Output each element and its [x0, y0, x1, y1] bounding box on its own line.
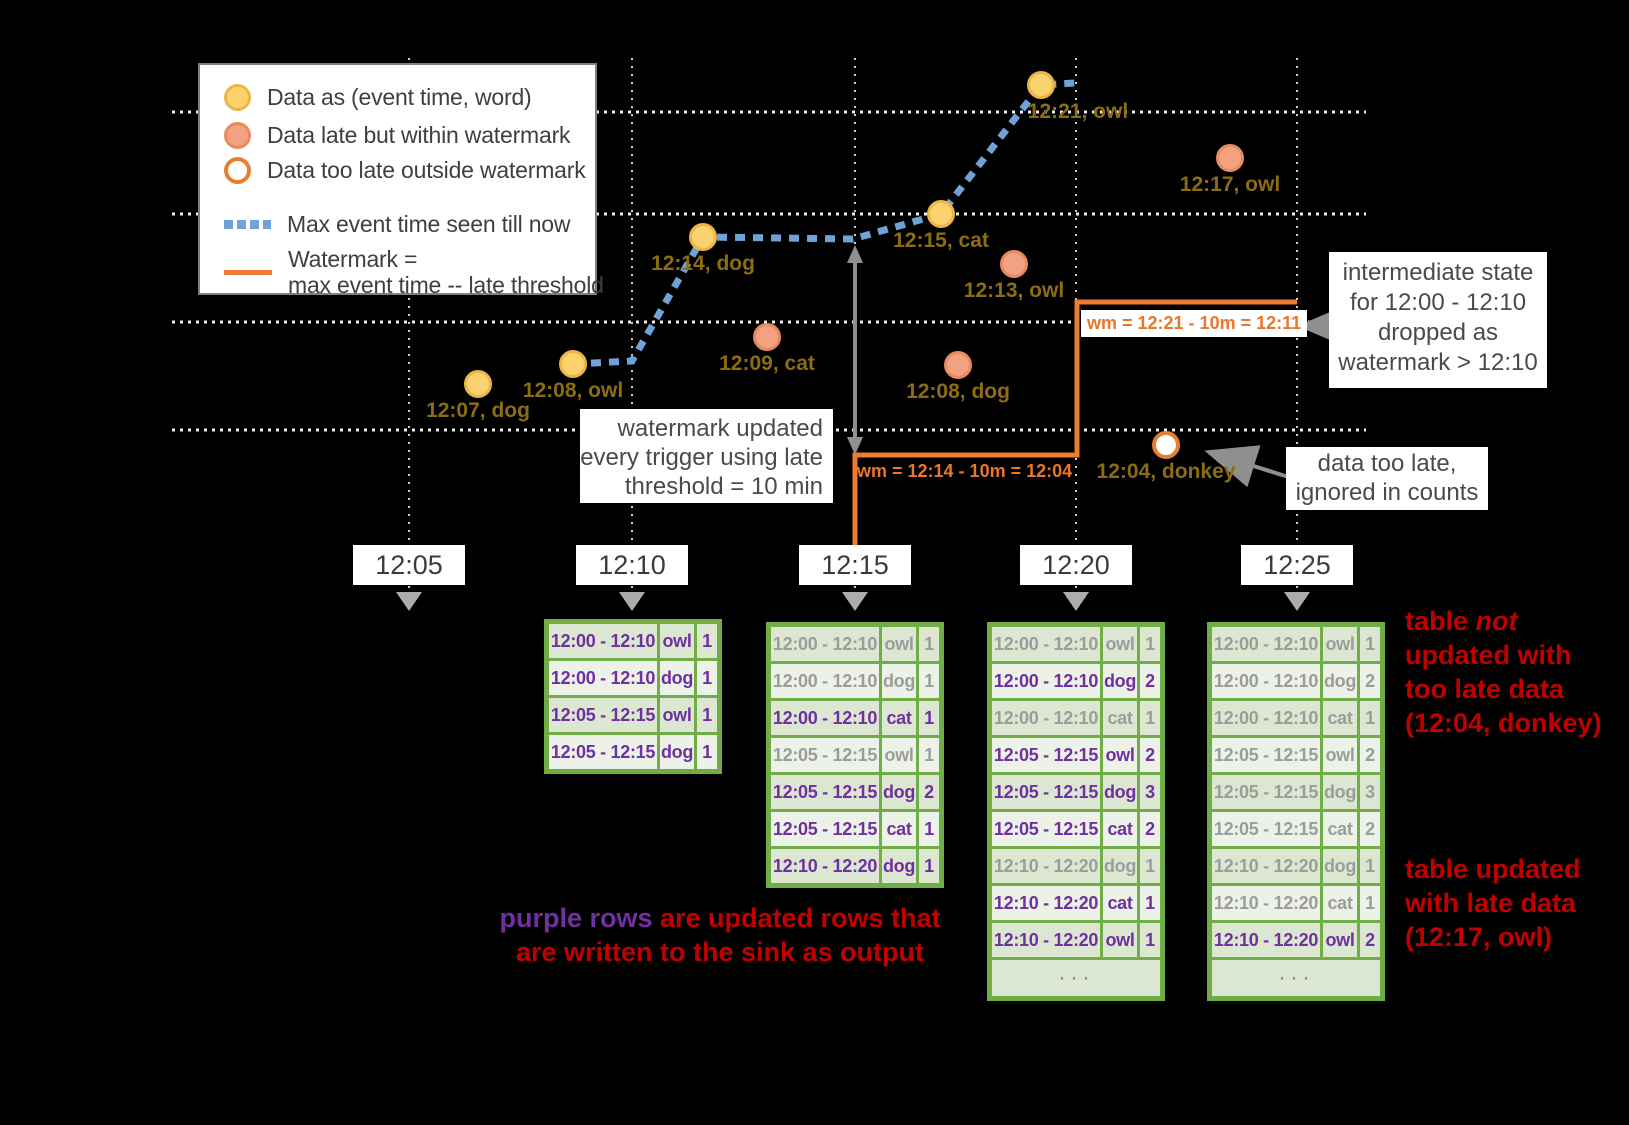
time-tick-12:25: 12:25: [1241, 545, 1353, 585]
legend-label: Data as (event time, word): [267, 84, 532, 110]
cell-count: 1: [697, 624, 717, 658]
cell-window: 12:00 - 12:10: [1212, 701, 1320, 735]
cell-word: cat: [1103, 701, 1137, 735]
callout-line: data too late,: [1317, 450, 1457, 477]
callout-line: ignored in counts: [1295, 479, 1479, 506]
purple-rows-note: [465, 901, 975, 969]
orange-line-icon: [224, 270, 272, 275]
cell-count: 1: [919, 701, 939, 735]
table-row: [992, 886, 1160, 920]
data-point-ontime: [927, 200, 955, 228]
cell-count: 2: [1360, 738, 1380, 772]
data-point-toolate: [1152, 431, 1180, 459]
cell-word: cat: [1323, 886, 1357, 920]
cell-window: 12:05 - 12:15: [1212, 738, 1320, 772]
cell-word: owl: [1103, 923, 1137, 957]
cell-window: 12:05 - 12:15: [992, 738, 1100, 772]
annotation-updated: [1405, 852, 1581, 954]
data-point-label: 12:14, dog: [651, 252, 755, 275]
cell-word: owl: [882, 627, 916, 661]
cell-count: 1: [919, 627, 939, 661]
cell-window: 12:00 - 12:10: [549, 624, 657, 658]
callout-line: watermark > 12:10: [1338, 349, 1538, 376]
table-row: [771, 738, 939, 772]
cell-window: 12:00 - 12:10: [771, 701, 879, 735]
table-row: [771, 627, 939, 661]
legend-item-ontime: [224, 84, 532, 111]
data-point-label: 12:21, owl: [1027, 100, 1129, 123]
max-event-time-line: [573, 83, 1075, 364]
legend-label: Max event time seen till now: [287, 211, 571, 237]
cell-word: cat: [1103, 886, 1137, 920]
tick-arrow-icon: [1063, 592, 1089, 611]
annotation-line: (12:04, donkey): [1405, 708, 1602, 738]
legend-item-max-event: [224, 211, 570, 238]
cell-word: dog: [1103, 664, 1137, 698]
legend-label: Data late but within watermark: [267, 122, 571, 148]
table-row: [992, 812, 1160, 846]
cell-word: owl: [660, 624, 694, 658]
cell-count: 2: [1140, 812, 1160, 846]
cell-count: 2: [1360, 812, 1380, 846]
data-point-label: 12:13, owl: [963, 279, 1065, 302]
cell-count: 2: [1360, 664, 1380, 698]
cell-window: 12:05 - 12:15: [992, 812, 1100, 846]
data-point-label: 12:08, dog: [906, 380, 1010, 403]
legend-label: Data too late outside watermark: [267, 157, 586, 183]
time-tick-12:15: 12:15: [799, 545, 911, 585]
cell-window: 12:05 - 12:15: [992, 775, 1100, 809]
cell-word: dog: [1323, 849, 1357, 883]
callout-intermediate-state: [1329, 252, 1547, 388]
too-late-ring-icon: [224, 157, 251, 184]
cell-word: owl: [1323, 627, 1357, 661]
callout-watermark-updated: [580, 409, 833, 503]
ontime-dot-icon: [224, 84, 251, 111]
table-row: [992, 849, 1160, 883]
cell-window: 12:00 - 12:10: [1212, 627, 1320, 661]
table-row: [1212, 886, 1380, 920]
table-row: [992, 775, 1160, 809]
data-point-ontime: [559, 350, 587, 378]
late-dot-icon: [224, 122, 251, 149]
table-row: [549, 735, 717, 769]
watermark-gap-arrow: [847, 245, 863, 455]
tick-arrow-icon: [1284, 592, 1310, 611]
cell-window: 12:00 - 12:10: [549, 661, 657, 695]
wm-label-upper: wm = 12:21 - 10m = 12:11: [1081, 310, 1307, 337]
cell-window: 12:10 - 12:20: [992, 923, 1100, 957]
cell-window: 12:10 - 12:20: [992, 849, 1100, 883]
cell-window: 12:10 - 12:20: [1212, 849, 1320, 883]
cell-window: 12:05 - 12:15: [771, 738, 879, 772]
cell-window: 12:00 - 12:10: [771, 664, 879, 698]
tick-arrow-icon: [619, 592, 645, 611]
callout-data-too-late: [1286, 447, 1488, 510]
cell-word: owl: [1103, 738, 1137, 772]
cell-window: 12:05 - 12:15: [771, 775, 879, 809]
data-point-ontime: [1027, 71, 1055, 99]
table-row: [992, 923, 1160, 957]
cell-word: dog: [882, 775, 916, 809]
cell-window: 12:05 - 12:15: [771, 812, 879, 846]
table-row: [992, 627, 1160, 661]
cell-count: 2: [919, 775, 939, 809]
table-row: [992, 738, 1160, 772]
callout-line: every trigger using late: [580, 444, 823, 471]
cell-window: 12:00 - 12:10: [992, 627, 1100, 661]
cell-word: dog: [660, 735, 694, 769]
annotation-line: table not: [1405, 606, 1518, 636]
annotation-line: purple rows are updated rows that: [499, 903, 941, 933]
wm-label-lower: wm = 12:14 - 10m = 12:04: [857, 461, 1073, 481]
cell-window: 12:05 - 12:15: [1212, 812, 1320, 846]
cell-word: cat: [882, 812, 916, 846]
tick-arrow-icon: [842, 592, 868, 611]
cell-count: 1: [919, 664, 939, 698]
ellipsis-row: ···: [1212, 960, 1380, 996]
annotation-line: (12:17, owl): [1405, 922, 1553, 952]
cell-count: 1: [1140, 701, 1160, 735]
cell-word: owl: [1323, 923, 1357, 957]
legend-label: Watermark =: [288, 246, 418, 272]
annotation-line: table updated: [1405, 854, 1581, 884]
cell-window: 12:00 - 12:10: [1212, 664, 1320, 698]
data-point-label: 12:17, owl: [1179, 173, 1281, 196]
data-point-late: [753, 323, 781, 351]
annotation-not-updated: [1405, 604, 1602, 740]
cell-count: 1: [919, 812, 939, 846]
result-table-12:10: [544, 619, 722, 774]
callout-line: for 12:00 - 12:10: [1349, 289, 1527, 316]
tick-arrow-icon: [396, 592, 422, 611]
table-row: [992, 701, 1160, 735]
cell-window: 12:05 - 12:15: [549, 698, 657, 732]
callout-line: intermediate state: [1342, 259, 1534, 286]
legend-item-watermark: [288, 246, 417, 273]
table-row: [1212, 627, 1380, 661]
legend-label-line2: max event time -- late threshold: [288, 272, 604, 298]
table-row: [1212, 849, 1380, 883]
cell-count: 1: [697, 698, 717, 732]
legend-item-late: [224, 122, 570, 149]
cell-word: cat: [882, 701, 916, 735]
cell-window: 12:00 - 12:10: [771, 627, 879, 661]
cell-word: dog: [882, 664, 916, 698]
annotation-line: updated with: [1405, 640, 1572, 670]
cell-count: 3: [1140, 775, 1160, 809]
cell-window: 12:10 - 12:20: [1212, 923, 1320, 957]
legend-item-too-late: [224, 157, 586, 184]
cell-word: owl: [660, 698, 694, 732]
cell-count: 2: [1140, 664, 1160, 698]
cell-word: dog: [1103, 775, 1137, 809]
annotation-line: too late data: [1405, 674, 1565, 704]
table-row: [771, 701, 939, 735]
table-row: [771, 812, 939, 846]
cell-count: 1: [1360, 886, 1380, 920]
table-row: [1212, 738, 1380, 772]
result-table-12:20: [987, 622, 1165, 1001]
callout-line: threshold = 10 min: [624, 473, 823, 500]
cell-count: 1: [1360, 627, 1380, 661]
cell-count: 1: [1140, 627, 1160, 661]
cell-count: 2: [1360, 923, 1380, 957]
time-tick-12:05: 12:05: [353, 545, 465, 585]
cell-word: cat: [1323, 812, 1357, 846]
table-row: [1212, 701, 1380, 735]
cell-word: owl: [882, 738, 916, 772]
data-point-label: 12:07, dog: [426, 399, 530, 422]
cell-count: 1: [1140, 849, 1160, 883]
callout-line: dropped as: [1377, 319, 1499, 346]
data-point-ontime: [689, 223, 717, 251]
cell-count: 1: [919, 738, 939, 772]
data-point-label: 12:09, cat: [719, 352, 815, 375]
annotation-line: are written to the sink as output: [515, 937, 925, 967]
data-point-ontime: [464, 370, 492, 398]
cell-count: 1: [1140, 923, 1160, 957]
callout-line: watermark updated: [617, 415, 823, 442]
table-row: [771, 775, 939, 809]
cell-window: 12:10 - 12:20: [1212, 886, 1320, 920]
blue-dashes-icon: [224, 220, 271, 229]
cell-window: 12:10 - 12:20: [771, 849, 879, 883]
data-point-label: 12:15, cat: [893, 229, 989, 252]
result-table-12:15: [766, 622, 944, 888]
cell-window: 12:05 - 12:15: [549, 735, 657, 769]
table-row: [549, 698, 717, 732]
cell-count: 1: [697, 735, 717, 769]
table-row: [1212, 812, 1380, 846]
cell-word: dog: [1323, 775, 1357, 809]
cell-count: 2: [1140, 738, 1160, 772]
cell-window: 12:05 - 12:15: [1212, 775, 1320, 809]
cell-word: dog: [882, 849, 916, 883]
table-row: [771, 664, 939, 698]
cell-word: cat: [1323, 701, 1357, 735]
table-row: [549, 624, 717, 658]
cell-word: owl: [1323, 738, 1357, 772]
watermark-line: [855, 302, 1297, 545]
cell-window: 12:00 - 12:10: [992, 664, 1100, 698]
table-row: [992, 664, 1160, 698]
cell-count: 3: [1360, 775, 1380, 809]
cell-count: 1: [1360, 849, 1380, 883]
cell-count: 1: [1140, 886, 1160, 920]
cell-word: dog: [660, 661, 694, 695]
table-row: [771, 849, 939, 883]
cell-window: 12:10 - 12:20: [992, 886, 1100, 920]
table-row: [1212, 664, 1380, 698]
result-table-12:25: [1207, 622, 1385, 1001]
cell-word: dog: [1103, 849, 1137, 883]
data-point-late: [1216, 144, 1244, 172]
table-row: [549, 661, 717, 695]
data-point-label: 12:04, donkey: [1096, 460, 1236, 483]
cell-count: 1: [1360, 701, 1380, 735]
time-tick-12:10: 12:10: [576, 545, 688, 585]
data-point-label: 12:08, owl: [522, 379, 624, 402]
time-tick-12:20: 12:20: [1020, 545, 1132, 585]
legend: [198, 63, 604, 298]
cell-word: owl: [1103, 627, 1137, 661]
table-row: [1212, 775, 1380, 809]
table-row: [1212, 923, 1380, 957]
annotation-line: with late data: [1405, 888, 1577, 918]
cell-window: 12:00 - 12:10: [992, 701, 1100, 735]
cell-count: 1: [919, 849, 939, 883]
data-point-late: [944, 351, 972, 379]
ellipsis-row: ···: [992, 960, 1160, 996]
cell-count: 1: [697, 661, 717, 695]
cell-word: cat: [1103, 812, 1137, 846]
data-point-late: [1000, 250, 1028, 278]
cell-word: dog: [1323, 664, 1357, 698]
